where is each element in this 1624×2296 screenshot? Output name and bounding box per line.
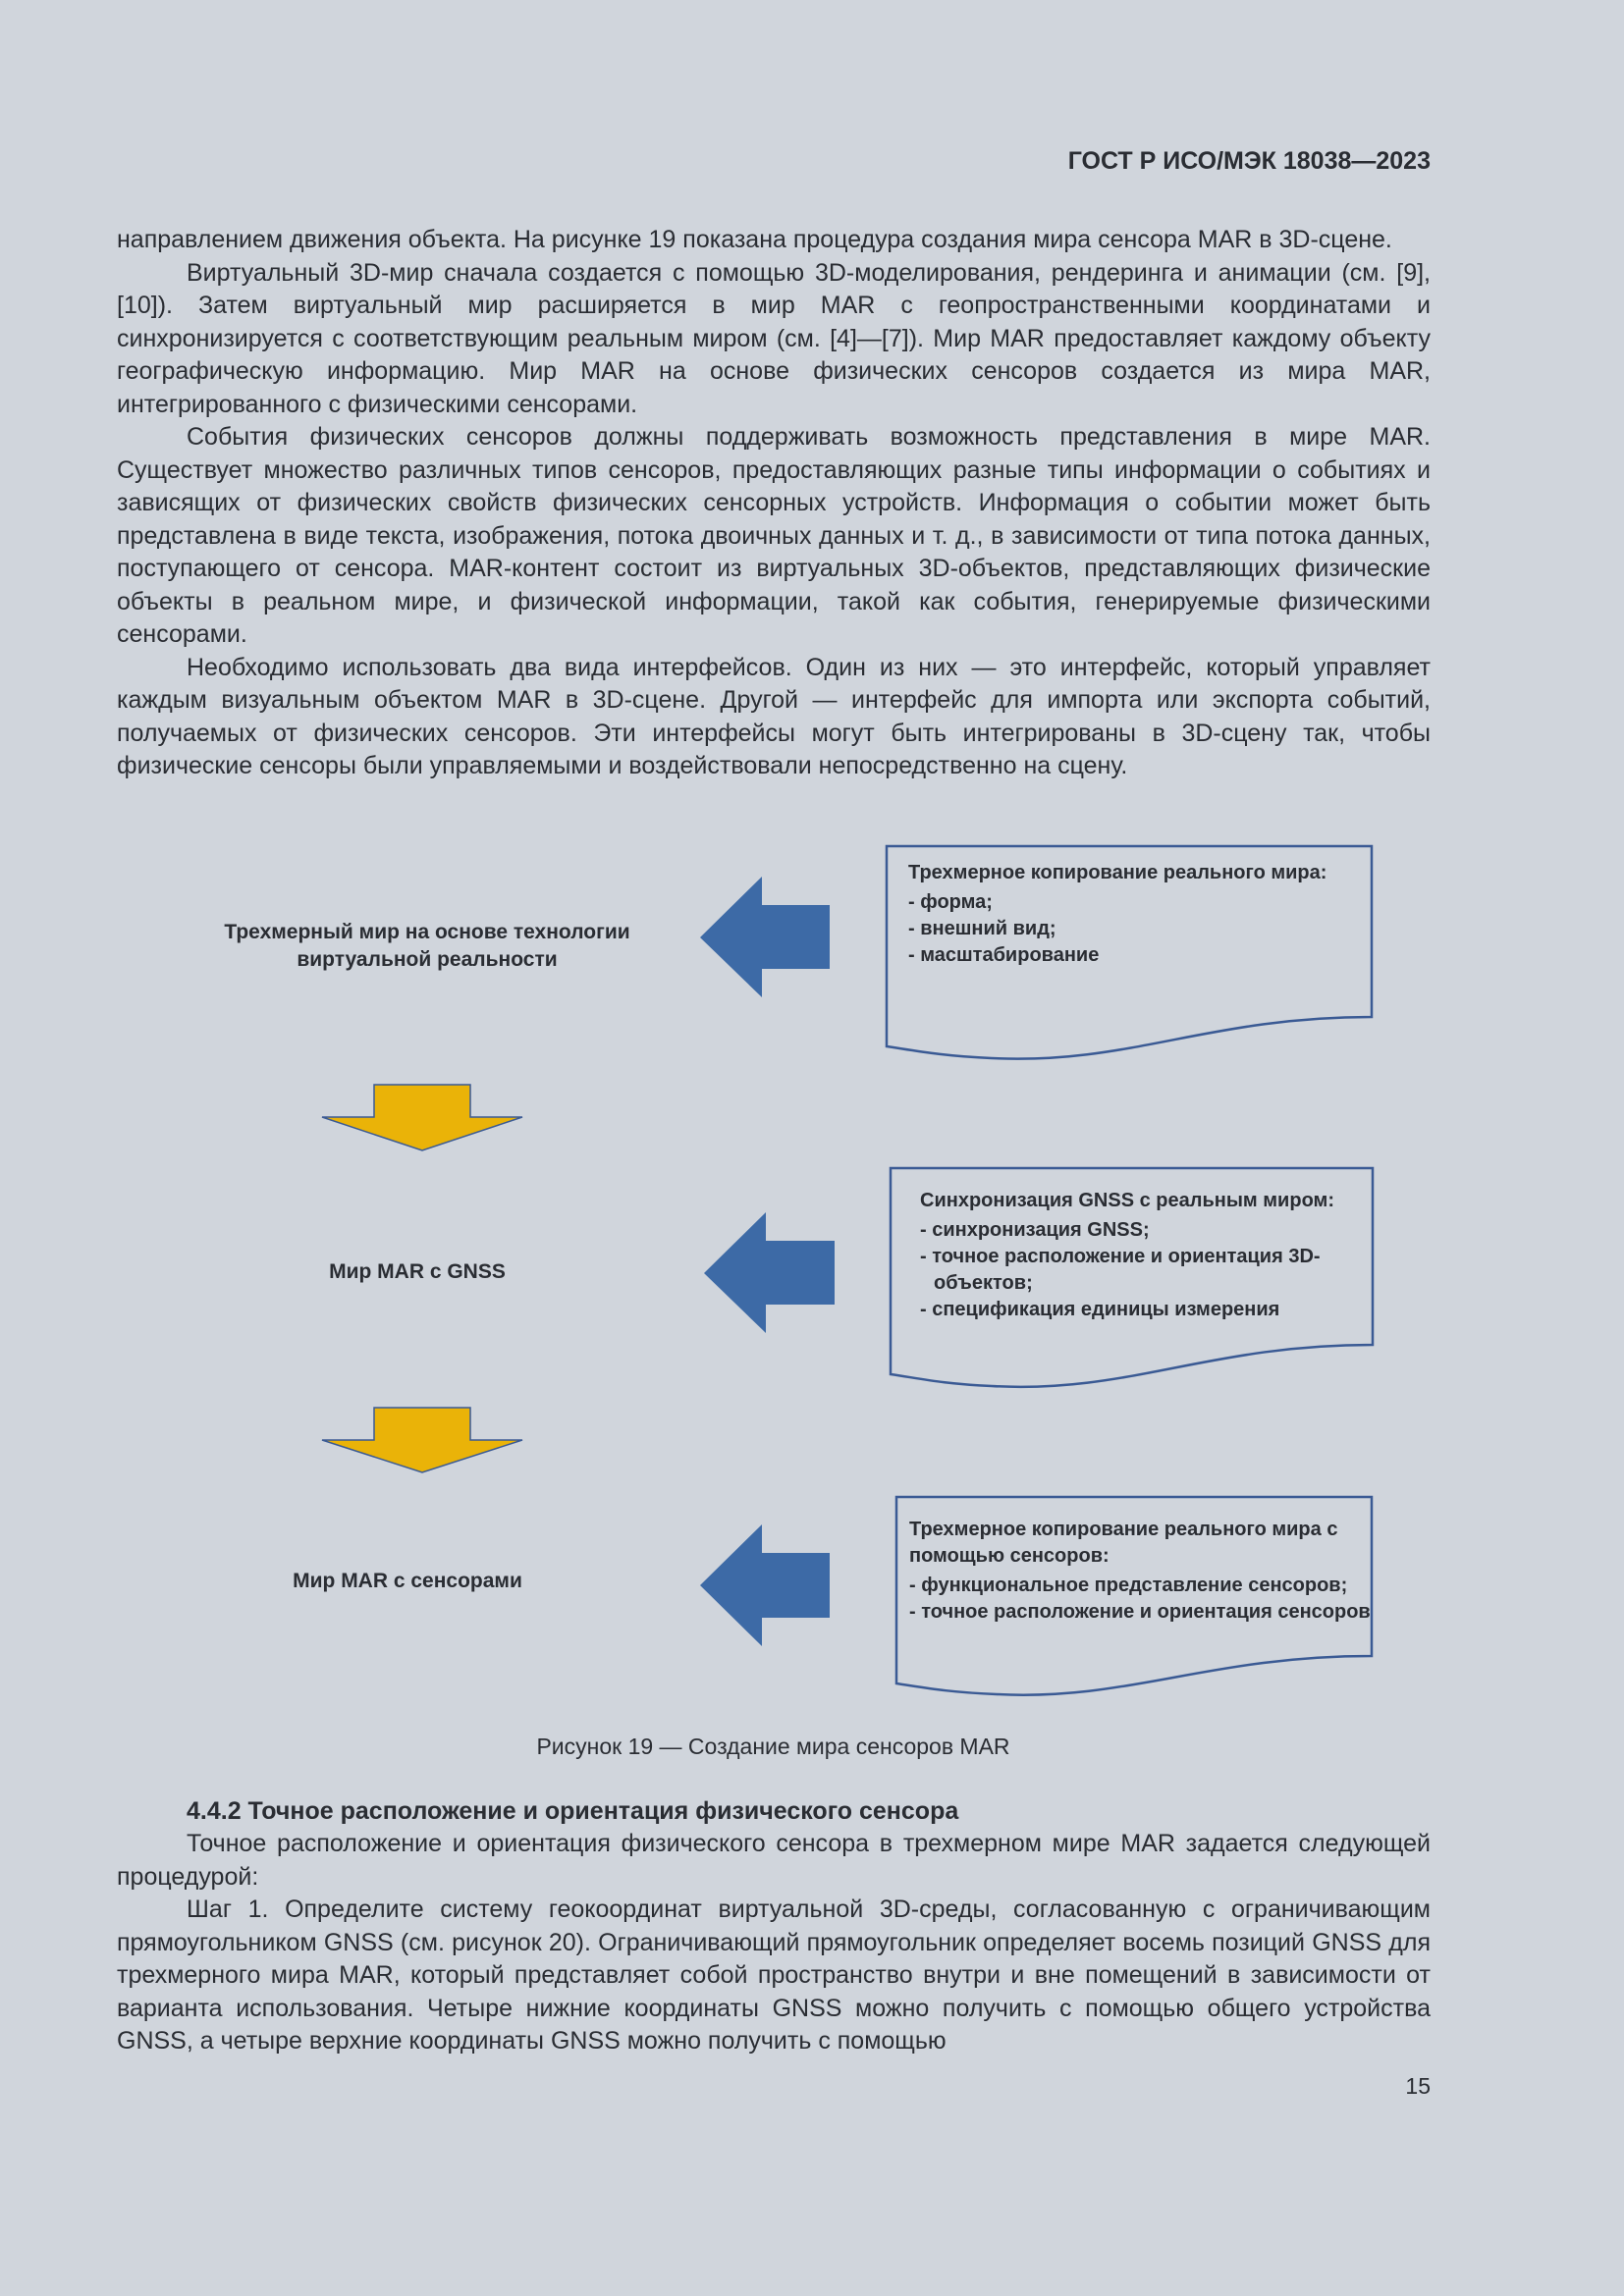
box-list (908, 889, 1360, 969)
stage-label-vr-world: Трехмерный мир на основе технологии виртуальной реальности (224, 921, 630, 971)
paragraph: Точное расположение и ориентация физического сенсора в трехмерном мире MAR задается следующей процедурой: (117, 1830, 1431, 1891)
paragraph: Виртуальный 3D-мир сначала создается с помощью 3D-моделирования, рендеринга и анимации (см. [9], [10]). Затем виртуальный мир расширяется в мир MAR с геопространственными координатами и синхронизируется с соответствующим реальным миром (см. [4]—[7]). Мир MAR предоставляет каждому объекту географическую информацию. Мир MAR на основе физических сенсоров создается из мира MAR, интегрированного с физическими сенсорами. (117, 258, 1431, 418)
paragraph: Необходимо использовать два вида интерфейсов. Один из них — это интерфейс, который управляет каждым визуальным объектом MAR в 3D-сцене. Другой — интерфейс для импорта или экспорта событий, получаемых от физических сенсоров. Эти интерфейсы могут быть интегрированы в 3D-сцену так, чтобы физические сенсоры были управляемыми и воздействовали непосредственно на сцену. (117, 653, 1431, 779)
yellow-down-arrow-2 (322, 1408, 522, 1472)
paragraph: Шаг 1. Определите систему геокоординат виртуальной 3D-среды, согласованную с ограничивающим прямоугольником GNSS (см. рисунок 20). Ограничивающий прямоугольник определяет восемь позиций GNSS для трехмерного мира MAR, который представляет собой пространство внутри и вне помещений в зависимости от варианта использования. Четыре нижние координаты GNSS можно получить с помощью общего устройства GNSS, а четыре верхние координаты GNSS можно получить с помощью (117, 1896, 1431, 2055)
blue-left-arrow-2 (704, 1212, 835, 1333)
box-title: Синхронизация GNSS с реальным миром: (920, 1190, 1334, 1211)
box-item: - внешний вид; (908, 918, 1056, 939)
box-item: - функциональное представление сенсоров; (909, 1575, 1348, 1596)
blue-left-arrow-1 (700, 877, 830, 997)
box-gnss-sync (920, 1188, 1357, 1323)
box-item: - синхронизация GNSS; (920, 1219, 1150, 1241)
box-item: - форма; (908, 891, 993, 913)
box-item: - спецификация единицы измерения (920, 1299, 1280, 1320)
box-item: - точное расположение и ориентация сенсоров (909, 1601, 1371, 1623)
box-title: Трехмерное копирование реального мира с помощью сенсоров: (909, 1519, 1338, 1567)
section-heading: 4.4.2 Точное расположение и ориентация физического сенсора (187, 1797, 959, 1825)
yellow-down-arrow-1 (322, 1085, 522, 1150)
document-header: ГОСТ Р ИСО/МЭК 18038—2023 (1067, 147, 1431, 175)
box-item: - точное расположение и ориентация 3D-объектов; (920, 1246, 1321, 1294)
box-3d-copy (908, 860, 1360, 969)
stage-label-mar-sensors: Мир MAR с сенсорами (293, 1570, 522, 1592)
stage-label-mar-gnss: Мир MAR с GNSS (329, 1260, 506, 1283)
paragraph: События физических сенсоров должны поддерживать возможность представления в мире MAR. Существует множество различных типов сенсоров, предоставляющих разные типы информации о событиях и зависящих от физических свойств физических сенсорных устройств. Информация о событии может быть представлена в виде текста, изображения, потока двоичных данных и т. д., в зависимости от типа потока данных, поступающего от сенсора. MAR-контент состоит из виртуальных 3D-объектов, представляющих физические объекты в реальном мире, и физической информации, такой как события, генерируемые физическими сенсорами. (117, 423, 1431, 648)
box-sensor-copy (909, 1517, 1371, 1626)
paragraph: направлением движения объекта. На рисунке 19 показана процедура создания мира сенсора MAR в 3D-сцене. (117, 226, 1392, 253)
page-number: 15 (1405, 2073, 1431, 2099)
box-list (909, 1573, 1371, 1626)
figure-caption: Рисунок 19 — Создание мира сенсоров MAR (536, 1734, 1010, 1759)
box-list (920, 1217, 1357, 1323)
blue-left-arrow-3 (700, 1524, 830, 1646)
box-title: Трехмерное копирование реального мира: (908, 862, 1327, 883)
box-item: - масштабирование (908, 944, 1100, 966)
body-text-bottom (117, 1828, 1431, 2058)
